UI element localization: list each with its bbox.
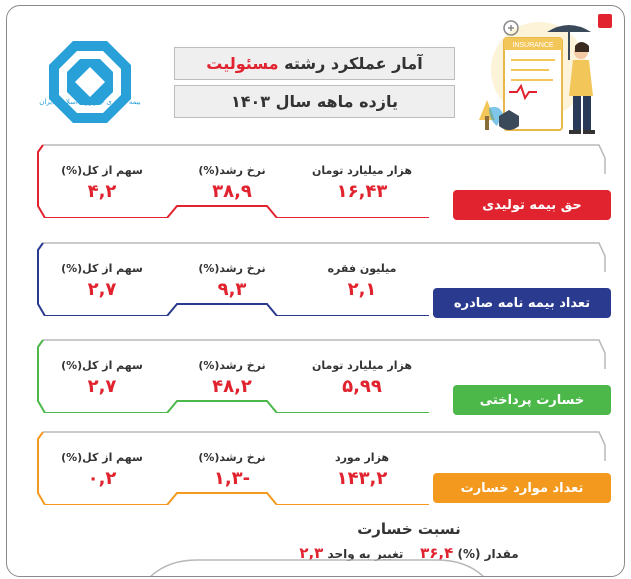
metric-amount-label: هزار میلیارد تومان [312, 164, 412, 177]
metric-share-label: سهم از کل(%) [61, 262, 143, 275]
metric-share [47, 262, 157, 300]
metric-share-value: ۰,۲ [87, 468, 117, 489]
metric-growth [177, 359, 287, 397]
page-subtitle [174, 85, 455, 118]
amount-value: ۳۶,۴ [420, 544, 454, 562]
card-claims-paid [37, 339, 611, 413]
metric-amount-value: ۱۴۳,۲ [336, 468, 388, 489]
metric-growth-label: نرخ رشد(%) [198, 164, 266, 177]
metric-growth-label: نرخ رشد(%) [198, 262, 266, 275]
card-claims-count [37, 431, 611, 505]
summary-title: نسبت خسارت [357, 520, 461, 538]
metric-amount [307, 262, 417, 300]
metric-share-label: سهم از کل(%) [61, 451, 143, 464]
card-title-badge: تعداد موارد خسارت [433, 473, 611, 503]
change-value: ۲,۳ [299, 544, 324, 562]
change-label: تغییر به واحد [327, 547, 404, 561]
amount-label: مقدار (%) [457, 547, 519, 561]
metric-amount-value: ۲,۱ [347, 279, 377, 300]
title-text: آمار عملکرد رشته [284, 54, 423, 73]
title-highlight: مسئولیت [206, 54, 279, 73]
metric-growth-value: ۳۸,۹ [212, 181, 252, 202]
metric-growth-value: ۴۸,۲ [212, 376, 252, 397]
metric-growth-value: -۱,۳ [213, 468, 251, 489]
metric-amount [307, 359, 417, 397]
metric-share-label: سهم از کل(%) [61, 359, 143, 372]
metric-amount [307, 164, 417, 202]
logo-icon [47, 39, 133, 125]
metric-amount-label: میلیون فقره [327, 262, 397, 275]
metric-share-value: ۲,۷ [87, 279, 117, 300]
card-premium [37, 144, 611, 218]
card-title-badge: حق بیمه تولیدی [453, 190, 611, 220]
metric-growth-value: ۹,۳ [217, 279, 247, 300]
insurance-illustration [469, 20, 617, 140]
metric-amount-value: ۱۶,۴۳ [336, 181, 388, 202]
infographic-frame [6, 5, 625, 577]
card-title-badge: تعداد بیمه نامه صادره [433, 288, 611, 318]
card-title-badge: خسارت پرداختی [453, 385, 611, 415]
card-policies [37, 242, 611, 316]
metric-amount-value: ۵,۹۹ [342, 376, 382, 397]
metric-growth-label: نرخ رشد(%) [198, 451, 266, 464]
logo-caption: بیمه مرکزی جمهوری اسلامی ایران [39, 98, 141, 106]
insurance-card-label: INSURANCE [512, 42, 554, 49]
metric-share [47, 451, 157, 489]
metric-growth-label: نرخ رشد(%) [198, 359, 266, 372]
metric-share [47, 359, 157, 397]
metric-growth [177, 164, 287, 202]
metric-amount-label: هزار میلیارد تومان [312, 359, 412, 372]
metric-share [47, 164, 157, 202]
bottom-decoration [147, 558, 487, 577]
loss-ratio-summary [289, 520, 529, 562]
metric-growth [177, 262, 287, 300]
subtitle-text: یازده ماهه سال ۱۴۰۳ [231, 92, 398, 111]
metric-share-value: ۴,۲ [87, 181, 117, 202]
metric-share-value: ۲,۷ [87, 376, 117, 397]
metric-amount-label: هزار مورد [334, 451, 390, 464]
page-title [174, 47, 455, 80]
metric-growth [177, 451, 287, 489]
metric-share-label: سهم از کل(%) [61, 164, 143, 177]
metric-amount [307, 451, 417, 489]
